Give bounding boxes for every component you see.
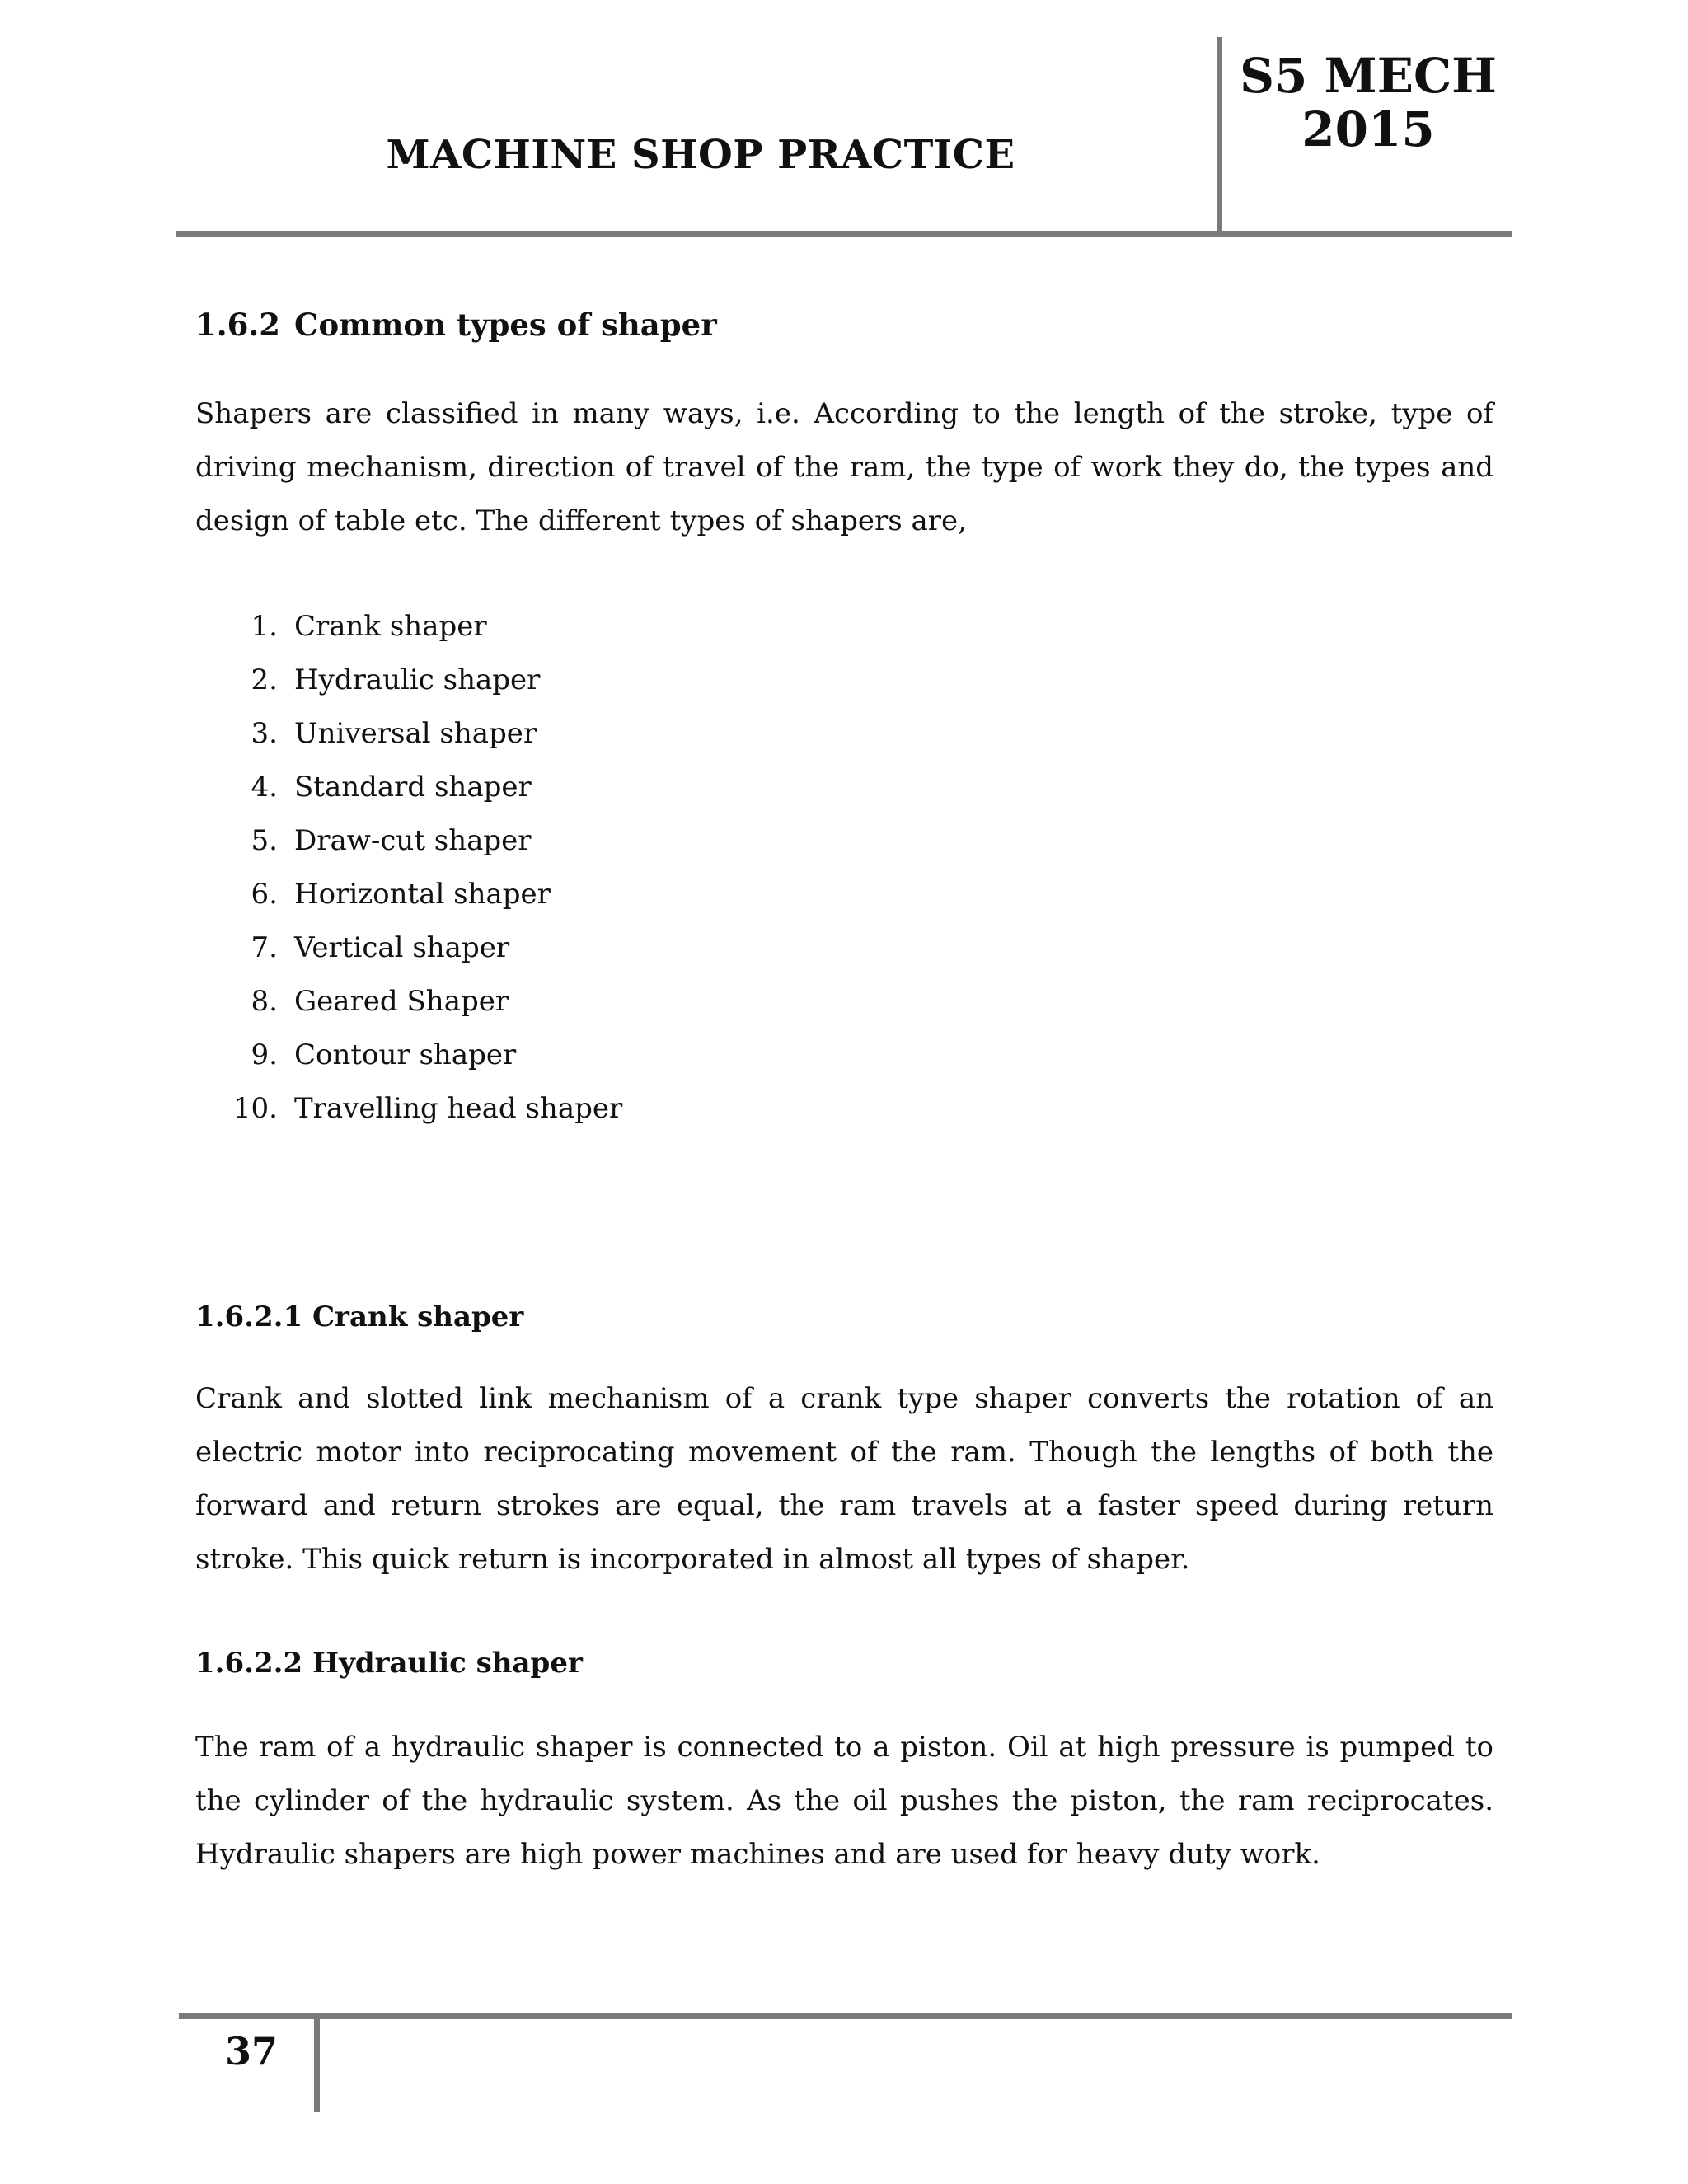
header-horizontal-rule xyxy=(176,231,1512,237)
list-item-number: 4. xyxy=(251,771,278,804)
list-item-number: 2. xyxy=(251,663,278,696)
list-item xyxy=(195,814,1020,868)
header-title: MACHINE SHOP PRACTICE xyxy=(386,132,1015,178)
subsection-paragraph-hydraulic: The ram of a hydraulic shaper is connected to a piston. Oil at high pressure is pumped to the cylinder of the hydraulic system. As the oil pushes the piston, the ram reciprocates. Hydraulic shapers are high power machines and are used for heavy duty work. xyxy=(195,1731,1493,1871)
list-item-number: 6. xyxy=(251,878,278,911)
list-item xyxy=(195,975,1020,1029)
header-course-code xyxy=(1236,49,1500,157)
header-code-line2: 2015 xyxy=(1301,101,1435,157)
list-item-label: Contour shaper xyxy=(294,1038,517,1071)
footer-vertical-rule xyxy=(314,2018,320,2112)
list-item xyxy=(195,868,1020,921)
subsection-paragraph-crank: Crank and slotted link mechanism of a crank type shaper converts the rotation of an electric motor into reciprocating movement of the ram. Though the lengths of both the forward and return strokes are equal, the ram travels at a faster speed during return stroke. This quick return is incorporated in almost all types of shaper. xyxy=(195,1382,1493,1576)
section-intro-paragraph: Shapers are classified in many ways, i.e. According to the length of the stroke, type of driving mechanism, direction of travel of the ram, the type of work they do, the types and design of table etc. The different types of shapers are, xyxy=(195,397,1493,537)
list-item xyxy=(195,707,1020,761)
list-item-label: Draw-cut shaper xyxy=(294,824,532,857)
header-code-line1: S5 MECH xyxy=(1240,48,1497,104)
list-item xyxy=(195,1029,1020,1082)
footer-horizontal-rule xyxy=(179,2013,1512,2019)
subsection-heading-hydraulic: 1.6.2.2 Hydraulic shaper xyxy=(195,1647,583,1680)
list-item xyxy=(195,921,1020,975)
section-heading xyxy=(195,307,717,343)
header-vertical-rule xyxy=(1217,37,1222,235)
list-item-label: Geared Shaper xyxy=(294,985,509,1018)
list-item-label: Crank shaper xyxy=(294,610,487,643)
subsection-heading-crank: 1.6.2.1 Crank shaper xyxy=(195,1301,524,1333)
list-item xyxy=(195,654,1020,707)
list-item-label: Horizontal shaper xyxy=(294,878,551,911)
list-item-number: 7. xyxy=(251,931,278,964)
list-item-label: Travelling head shaper xyxy=(294,1092,623,1125)
list-item-number: 9. xyxy=(251,1038,278,1071)
list-item-label: Vertical shaper xyxy=(294,931,510,964)
shaper-types-list xyxy=(195,600,1020,1136)
list-item xyxy=(195,1082,1020,1136)
list-item-label: Universal shaper xyxy=(294,717,537,750)
list-item-number: 3. xyxy=(251,717,278,750)
list-item-number: 5. xyxy=(251,824,278,857)
list-item-label: Hydraulic shaper xyxy=(294,663,541,696)
section-title: Common types of shaper xyxy=(294,307,717,343)
section-number: 1.6.2 xyxy=(195,307,280,343)
list-item-number: 8. xyxy=(251,985,278,1018)
list-item xyxy=(195,600,1020,654)
list-item-number: 1. xyxy=(251,610,278,643)
list-item xyxy=(195,761,1020,814)
list-item-label: Standard shaper xyxy=(294,771,532,804)
list-item-number: 10. xyxy=(232,1092,278,1125)
page-number: 37 xyxy=(224,2029,278,2074)
